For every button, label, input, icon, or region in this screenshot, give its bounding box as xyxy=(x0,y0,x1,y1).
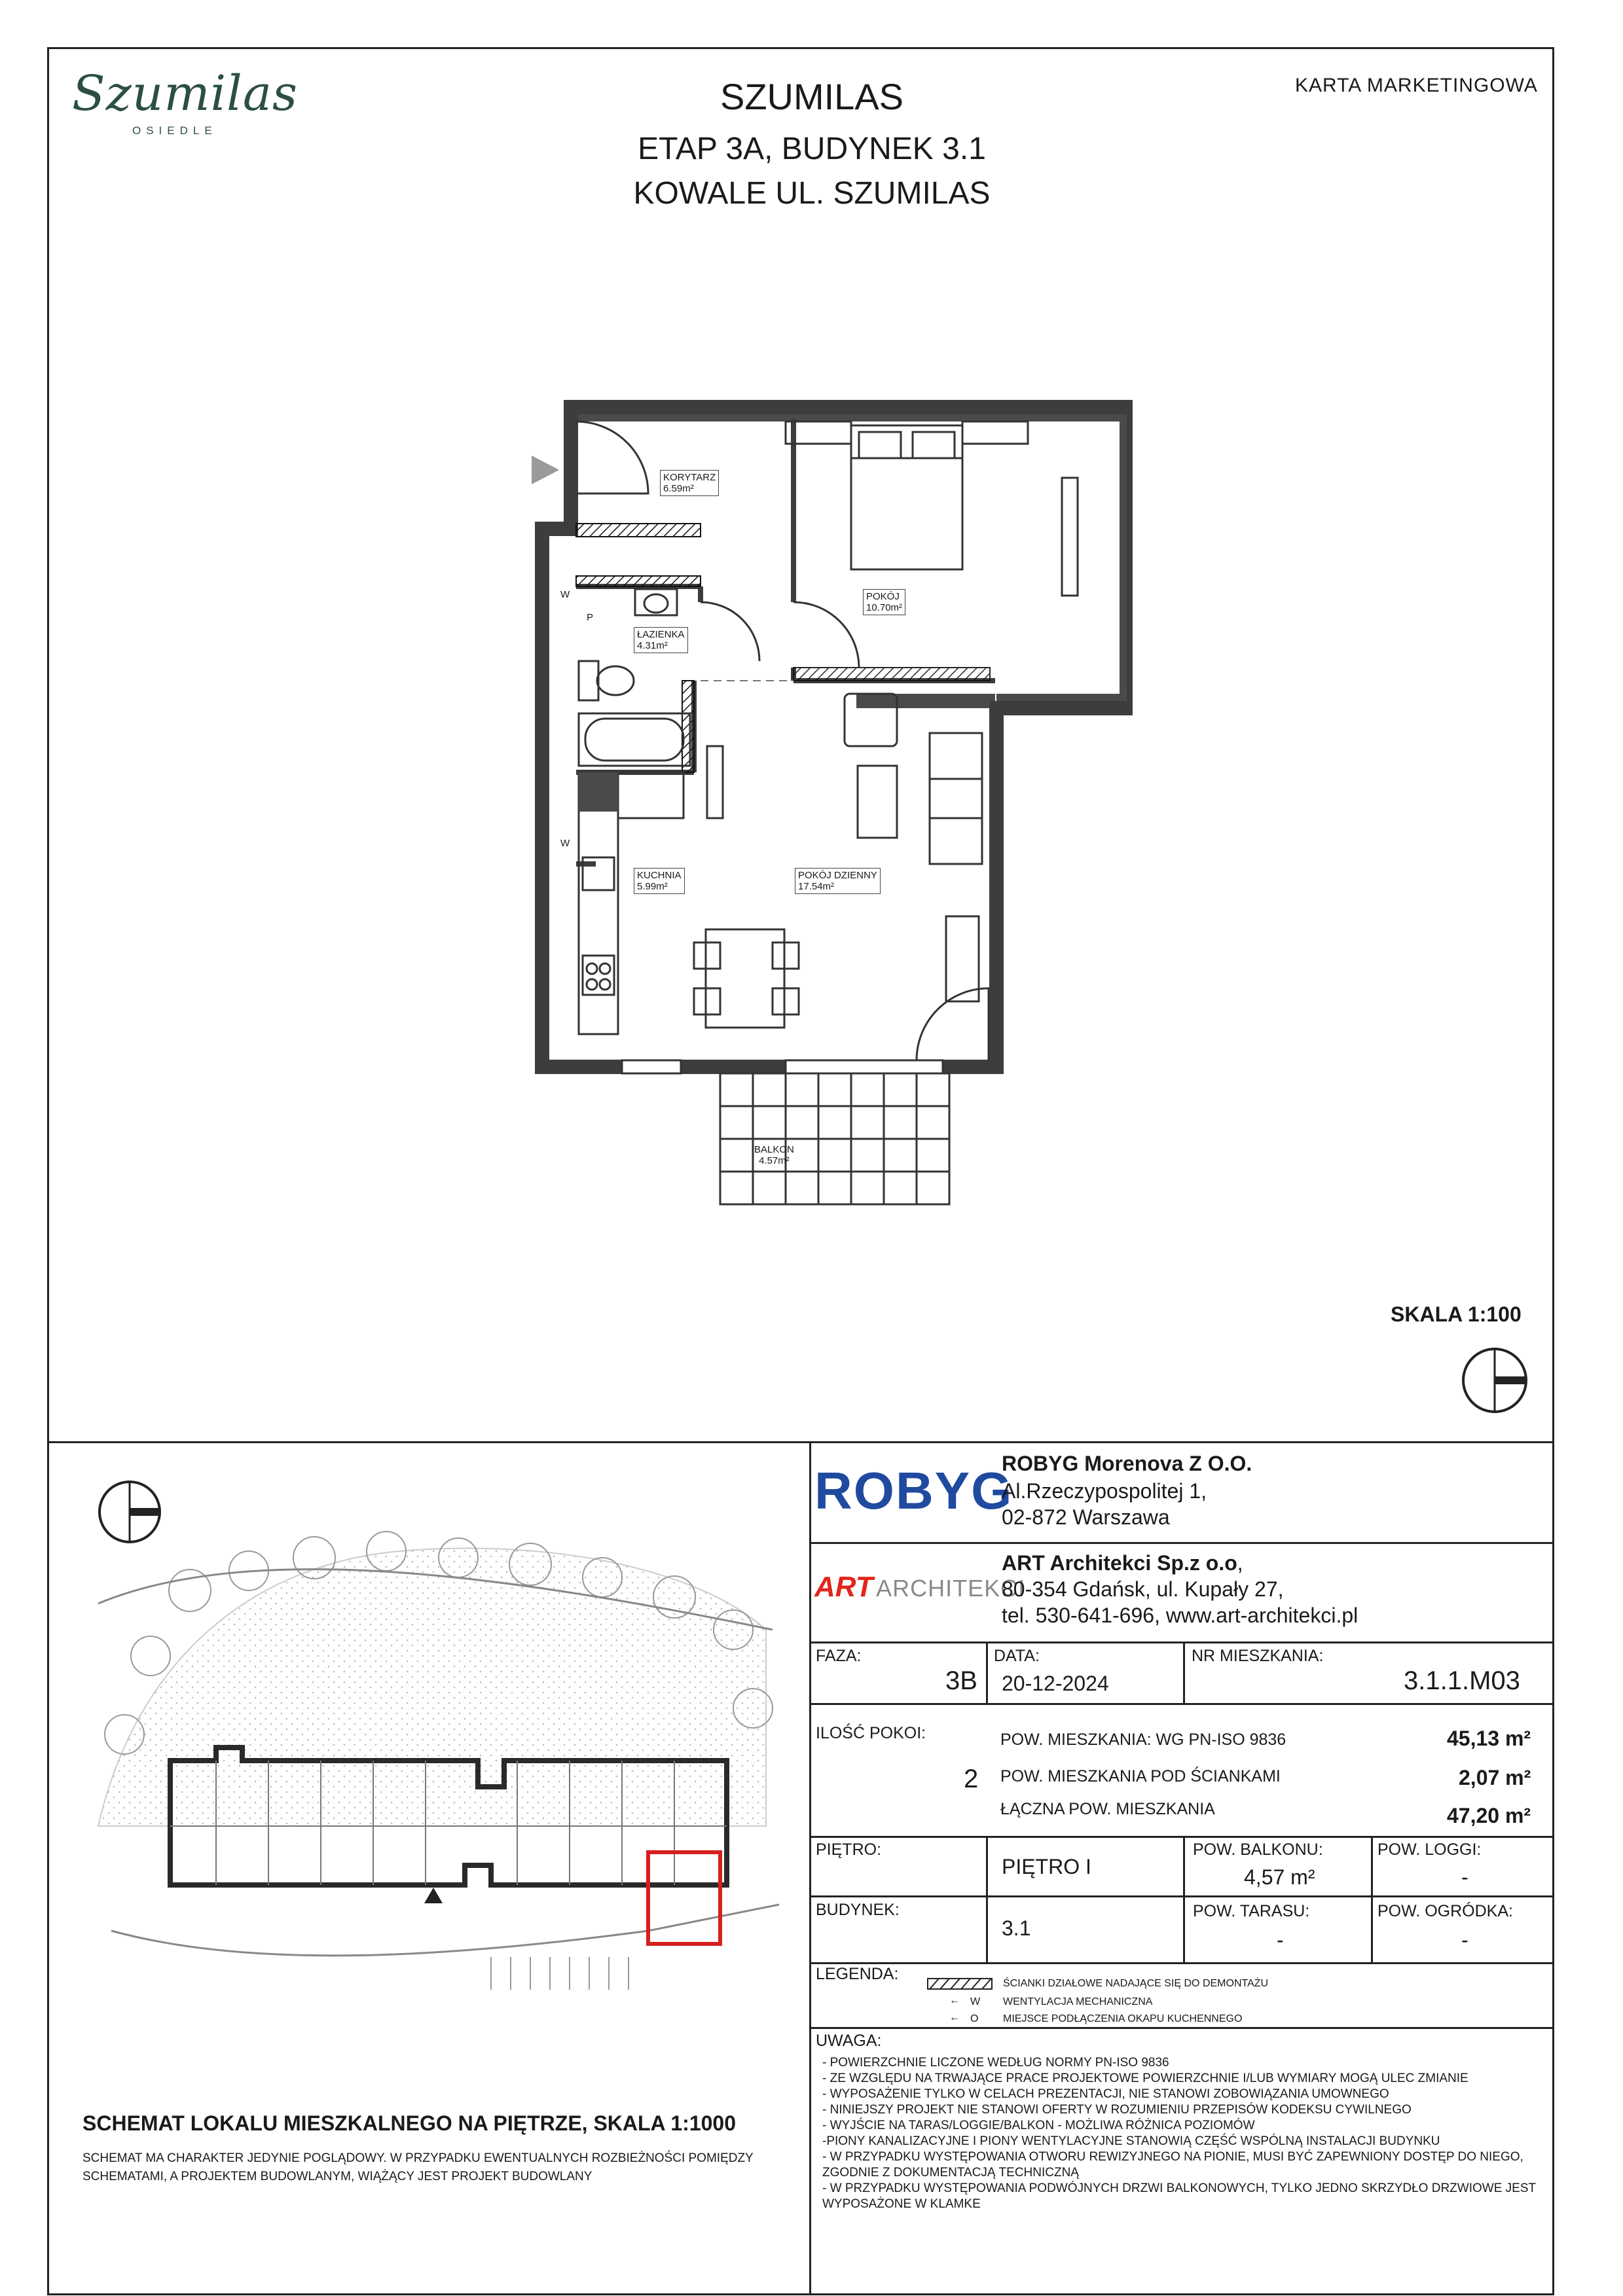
architect-name xyxy=(1002,1551,1243,1575)
site-schematic xyxy=(59,1460,792,2081)
divider xyxy=(1371,1836,1373,1962)
road xyxy=(111,1905,779,1956)
document-type: KARTA MARKETINGOWA xyxy=(1295,75,1538,96)
loggia-area-value: - xyxy=(1461,1865,1468,1889)
room-name: BALKON xyxy=(754,1144,794,1155)
divider xyxy=(809,1703,1554,1705)
architect-name-suffix: , xyxy=(1237,1551,1243,1575)
room-label-lazienka xyxy=(634,627,688,653)
room-name: KUCHNIA xyxy=(637,870,682,881)
art-logo-mark: ART xyxy=(814,1571,873,1603)
note-item: WYPOSAŻONE W KLAMKE xyxy=(822,2197,981,2211)
szumilas-logo xyxy=(72,65,298,157)
fridge xyxy=(579,772,618,812)
total-area-label: ŁĄCZNA POW. MIESZKANIA xyxy=(1000,1800,1215,1818)
north-arrow-icon xyxy=(100,1482,160,1542)
rooms-count-label: ILOŚĆ POKOI: xyxy=(816,1724,926,1742)
divider xyxy=(1183,1641,1185,1704)
green-area xyxy=(98,1549,766,1826)
note-item: - NINIEJSZY PROJEKT NIE STANOWI OFERTY W ROZUMIENIU PRZEPISÓW KODEKSU CYWILNEGO xyxy=(822,2103,1412,2117)
notes-label: UWAGA: xyxy=(816,2032,882,2050)
page-subtitle-stage: ETAP 3A, BUDYNEK 3.1 xyxy=(638,132,986,166)
terrace-area-label: POW. TARASU: xyxy=(1193,1902,1310,1920)
divider xyxy=(986,1641,988,1704)
living-window xyxy=(786,1060,943,1073)
divider xyxy=(809,1542,1554,1544)
divider xyxy=(809,1962,1554,1964)
area-value: 45,13 m² xyxy=(1447,1727,1531,1750)
architect-name-text: ART Architekci Sp.z o.o xyxy=(1002,1551,1237,1575)
developer-address: Al.Rzeczypospolitej 1, xyxy=(1002,1479,1207,1503)
robyg-logo: ROBYG xyxy=(814,1462,1013,1520)
loggia-area-label: POW. LOGGI: xyxy=(1377,1840,1482,1859)
note-item: - WYPOSAŻENIE TYLKO W CELACH PREZENTACJI, NIE STANOWI ZOBOWIĄZANIA UMOWNEGO xyxy=(822,2087,1389,2101)
divider-main xyxy=(47,1441,1554,1443)
divider xyxy=(809,2027,1554,2029)
divider xyxy=(809,1895,1554,1897)
developer-city: 02-872 Warszawa xyxy=(1002,1505,1170,1529)
room-area: 10.70m² xyxy=(866,602,903,613)
rooms-count-value: 2 xyxy=(964,1765,979,1793)
room-area: 4.57m² xyxy=(759,1155,790,1166)
room-area: 4.31m² xyxy=(637,640,668,651)
north-arrow-icon xyxy=(1459,1344,1531,1416)
floor-label: PIĘTRO: xyxy=(816,1840,882,1859)
area-under-walls-value: 2,07 m² xyxy=(1459,1766,1531,1789)
divider xyxy=(809,1641,1554,1643)
room-name: POKÓJ xyxy=(866,591,900,602)
faza-label: FAZA: xyxy=(816,1647,862,1665)
page-subtitle-address: KOWALE UL. SZUMILAS xyxy=(633,176,991,211)
room-label-balkon xyxy=(754,1144,794,1166)
schematic-title: SCHEMAT LOKALU MIESZKALNEGO NA PIĘTRZE, SKALA 1:1000 xyxy=(82,2111,736,2135)
divider-schematic xyxy=(809,1441,811,2295)
divider xyxy=(809,1836,1554,1838)
legend-item-ventilation: WENTYLACJA MECHANICZNA xyxy=(1003,1996,1153,2007)
entry-door xyxy=(576,422,648,493)
art-architekci-logo xyxy=(814,1571,1025,1604)
bathroom-door xyxy=(701,602,759,661)
room-area: 6.59m² xyxy=(663,483,694,494)
art-logo-word: ARCHITEKCI xyxy=(876,1575,1026,1602)
legend-item-partitions: ŚCIANKI DZIAŁOWE NADAJĄCE SIĘ DO DEMONTAŻU xyxy=(1003,1978,1269,1989)
room-area: 5.99m² xyxy=(637,881,668,892)
balcony-area-value: 4,57 m² xyxy=(1244,1865,1315,1889)
date-value: 20-12-2024 xyxy=(1002,1672,1109,1695)
bedroom-door xyxy=(793,602,859,668)
entrance-marker-icon xyxy=(424,1888,443,1903)
legend-w: W xyxy=(970,1996,981,2007)
room-name: KORYTARZ xyxy=(663,472,716,483)
garden-area-value: - xyxy=(1461,1928,1468,1952)
room-name: POKÓJ DZIENNY xyxy=(798,870,877,881)
date-label: DATA: xyxy=(994,1647,1040,1665)
bed xyxy=(786,422,1028,569)
area-label: POW. MIESZKANIA: WG PN-ISO 9836 xyxy=(1000,1731,1286,1749)
note-item: - WYJŚCIE NA TARAS/LOGGIE/BALKON - MOŻLIWA RÓŻNICA POZIOMÓW xyxy=(822,2119,1255,2132)
garden-area-label: POW. OGRÓDKA: xyxy=(1377,1902,1513,1920)
room-label-korytarz xyxy=(660,470,719,496)
legend-arrow-icon: ← xyxy=(949,2012,960,2023)
floor-value: PIĘTRO I xyxy=(1002,1855,1091,1878)
ventilation-marker-kitchen: W xyxy=(560,838,570,849)
apartment-number-value: 3.1.1.M03 xyxy=(1404,1666,1520,1695)
faza-value: 3B xyxy=(945,1666,977,1695)
building-value: 3.1 xyxy=(1002,1916,1031,1940)
area-under-walls-label: POW. MIESZKANIA POD ŚCIANKAMI xyxy=(1000,1767,1281,1785)
balcony xyxy=(720,1073,949,1204)
page-title: SZUMILAS xyxy=(720,76,904,117)
legend-label: LEGENDA: xyxy=(816,1965,899,1983)
architect-contact: tel. 530-641-696, www.art-architekci.pl xyxy=(1002,1604,1359,1627)
note-item: - ZE WZGLĘDU NA TRWAJĄCE PRACE PROJEKTOWE POWIERZCHNIE I/LUB WYMIARY MOGĄ ULEC ZMIANIE xyxy=(822,2072,1468,2085)
developer-name: ROBYG Morenova Z O.O. xyxy=(1002,1452,1252,1475)
total-area-value: 47,20 m² xyxy=(1447,1804,1531,1827)
schematic-note-line2: SCHEMATAMI, A PROJEKTEM BUDOWLANYM, WIĄŻĄCY JEST PROJEKT BUDOWLANY xyxy=(82,2170,593,2183)
divider xyxy=(1183,1836,1185,1962)
note-item: ZGODNIE Z DOKUMENTACJĄ TECHNICZNĄ xyxy=(822,2166,1079,2179)
balcony-area-label: POW. BALKONU: xyxy=(1193,1840,1323,1859)
room-label-pokoj xyxy=(863,589,905,615)
building-label: BUDYNEK: xyxy=(816,1901,900,1919)
logo-wordmark: Szumilas xyxy=(72,65,298,122)
schematic-note-line1: SCHEMAT MA CHARAKTER JEDYNIE POGLĄDOWY. W PRZYPADKU EWENTUALNYCH ROZBIEŻNOŚCI POMIĘDZY xyxy=(82,2151,754,2165)
note-item: - W PRZYPADKU WYSTĘPOWANIA PODWÓJNYCH DRZWI BALKONOWYCH, TYLKO JEDNO SKRZYDŁO DRZWIOWE JEST xyxy=(822,2181,1537,2195)
parking xyxy=(491,1957,629,1990)
note-item: - POWIERZCHNIE LICZONE WEDŁUG NORMY PN-ISO 9836 xyxy=(822,2056,1169,2070)
notes-list xyxy=(822,2055,1542,2212)
logo-subtitle: OSIEDLE xyxy=(132,124,217,137)
bathroom-fixtures xyxy=(579,589,690,766)
apartment-number-label: NR MIESZKANIA: xyxy=(1192,1647,1324,1665)
bedroom-window xyxy=(1062,478,1078,596)
room-label-pokoj-dzienny xyxy=(795,868,881,894)
living-furniture xyxy=(694,694,982,1028)
architect-address: 80-354 Gdańsk, ul. Kupały 27, xyxy=(1002,1577,1284,1601)
note-item: -PIONY KANALIZACYJNE I PIONY WENTYLACYJNE STANOWIĄ CZĘŚĆ WSPÓLNĄ INSTALACJI BUDYNKU xyxy=(822,2134,1440,2148)
terrace-area-value: - xyxy=(1277,1928,1284,1952)
legend-arrow-icon: ← xyxy=(949,1995,960,2006)
note-item: - W PRZYPADKU WYSTĘPOWANIA OTWORU REWIZYJNEGO NA PIONIE, MUSI BYĆ ZAPEWNIONY DOSTĘP DO NIEGO, xyxy=(822,2150,1523,2164)
room-label-kuchnia xyxy=(634,868,685,894)
room-area: 17.54m² xyxy=(798,881,835,892)
legend-o: O xyxy=(970,2013,979,2024)
apartment-walls xyxy=(542,407,1133,1067)
pion-marker: P xyxy=(587,612,594,623)
ventilation-marker: W xyxy=(560,589,570,600)
plan-scale: SKALA 1:100 xyxy=(1391,1302,1522,1326)
legend-hatch-swatch xyxy=(927,1978,993,1990)
entry-arrow xyxy=(532,456,559,484)
highlighted-unit xyxy=(648,1852,720,1944)
kitchen-window xyxy=(622,1060,681,1073)
floor-plan xyxy=(511,393,1133,1217)
divider xyxy=(986,1836,988,1962)
legend-item-hood: MIEJSCE PODŁĄCZENIA OKAPU KUCHENNEGO xyxy=(1003,2013,1243,2024)
room-name: ŁAZIENKA xyxy=(637,629,685,640)
